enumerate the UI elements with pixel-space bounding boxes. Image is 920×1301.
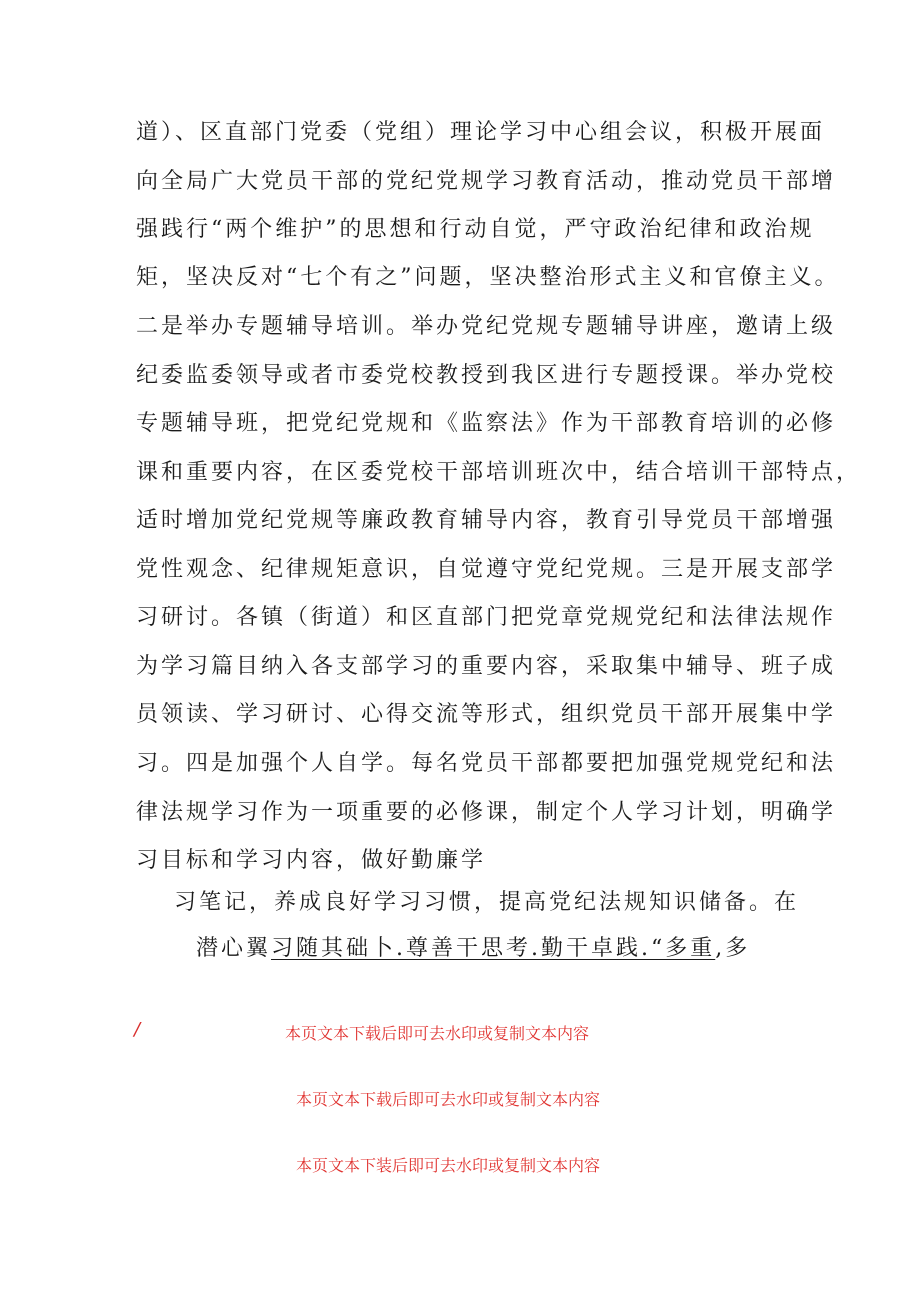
body-text-line: 二是举办专题辅导培训。举办党纪党规专题辅导讲座，邀请上级 — [136, 314, 837, 339]
body-text-line: 习目标和学习内容，做好勤廉学 — [136, 848, 487, 873]
watermark-notice: 本页文本下装后即可去水印或复制文本内容 — [296, 1156, 601, 1175]
body-text-line: 律法规学习作为一项重要的必修课，制定个人学习计划，明确学 — [136, 800, 837, 825]
body-text-line: 习。四是加强个人自学。每名党员干部都要把加强党规党纪和法 — [136, 751, 837, 776]
body-text-line: 员领读、学习研讨、心得交流等形式，组织党员干部开展集中学 — [136, 702, 837, 727]
body-text-line: 课和重要内容，在区委党校干部培训班次中，结合培训干部特点， — [136, 460, 862, 485]
body-text-line: 矩，坚决反对“七个有之”问题，坚决整治形式主义和官僚主义。 — [136, 265, 840, 290]
body-text-line: 适时增加党纪党规等廉政教育辅导内容，教育引导党员干部增强 — [136, 508, 837, 533]
body-text-line: 向全局广大党员干部的党纪党规学习教育活动，推动党员干部增 — [136, 169, 837, 194]
garbled-suffix: ,多 — [715, 936, 751, 961]
body-text-line: 纪委监委领导或者市委党校教授到我区进行专题授课。举办党校 — [136, 363, 837, 388]
body-text-line: 党性观念、纪律规矩意识，自觉遵守党纪党规。三是开展支部学 — [136, 557, 837, 582]
watermark-notice: 本页文本下载后即可去水印或复制文本内容 — [285, 1024, 590, 1043]
body-text-line: 为学习篇目纳入各支部学习的重要内容，采取集中辅导、班子成 — [136, 654, 837, 679]
body-text-line: 强践行“两个维护”的思想和行动自觉，严守政治纪律和政治规 — [136, 217, 815, 242]
body-text-line: 习研讨。各镇（街道）和区直部门把党章党规党纪和法律法规作 — [136, 605, 837, 630]
garbled-underlined-text: 习随其础卜.尊善干思考.勤干卓践.“多重 — [271, 936, 716, 961]
watermark-notice: 本页文本下载后即可去水印或复制文本内容 — [296, 1090, 601, 1109]
body-text-line: 道）、区直部门党委（党组）理论学习中心组会议，积极开展面 — [136, 120, 826, 145]
garbled-text-line — [196, 935, 750, 963]
watermark-slash: / — [134, 1019, 141, 1040]
body-text-line: 专题辅导班，把党纪党规和《监察法》作为干部教育培训的必修 — [136, 411, 837, 436]
body-text-line: 习笔记，养成良好学习习惯，提高党纪法规知识储备。在 — [174, 890, 800, 915]
garbled-prefix: 潜心翼 — [196, 936, 272, 961]
